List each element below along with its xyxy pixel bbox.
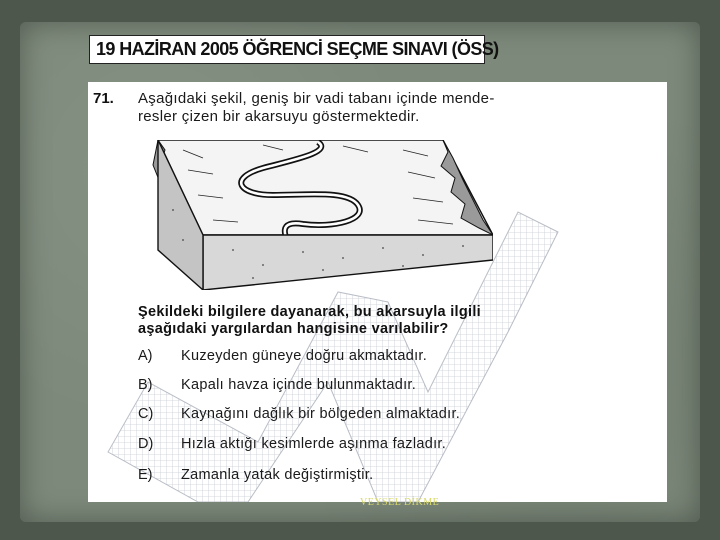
option-b-letter: B) xyxy=(138,377,153,393)
prompt-line-1: Şekildeki bilgilere dayanarak, bu akarsuyla ilgili xyxy=(138,304,482,320)
option-d-text: Hızla aktığı kesimlerde aşınma fazladır. xyxy=(181,436,447,452)
option-a-text: Kuzeyden güneye doğru akmaktadır. xyxy=(181,348,428,364)
option-c-text: Kaynağını dağlık bir bölgeden almaktadır. xyxy=(181,406,461,422)
meander-valley-figure xyxy=(143,140,493,290)
question-number: 71. xyxy=(93,90,114,107)
option-a-letter: A) xyxy=(138,348,153,364)
option-e-text: Zamanla yatak değiştirmiştir. xyxy=(181,467,374,483)
option-b-text: Kapalı havza içinde bulunmaktadır. xyxy=(181,377,417,393)
question-line-2: resler çizen bir akarsuyu göstermektedir. xyxy=(138,108,420,125)
author-footer: VEYSEL DİKME xyxy=(360,497,440,508)
option-c-letter: C) xyxy=(138,406,154,422)
option-e-letter: E) xyxy=(138,467,153,483)
prompt-line-2: aşağıdaki yargılardan hangisine varılabilir? xyxy=(138,321,449,337)
option-d-letter: D) xyxy=(138,436,154,452)
question-line-1: Aşağıdaki şekil, geniş bir vadi tabanı içinde mende- xyxy=(138,90,495,107)
exam-title: 19 HAZİRAN 2005 ÖĞRENCİ SEÇME SINAVI (ÖSS) xyxy=(96,39,499,59)
exam-title-box xyxy=(89,35,499,64)
question-sheet xyxy=(88,82,667,502)
